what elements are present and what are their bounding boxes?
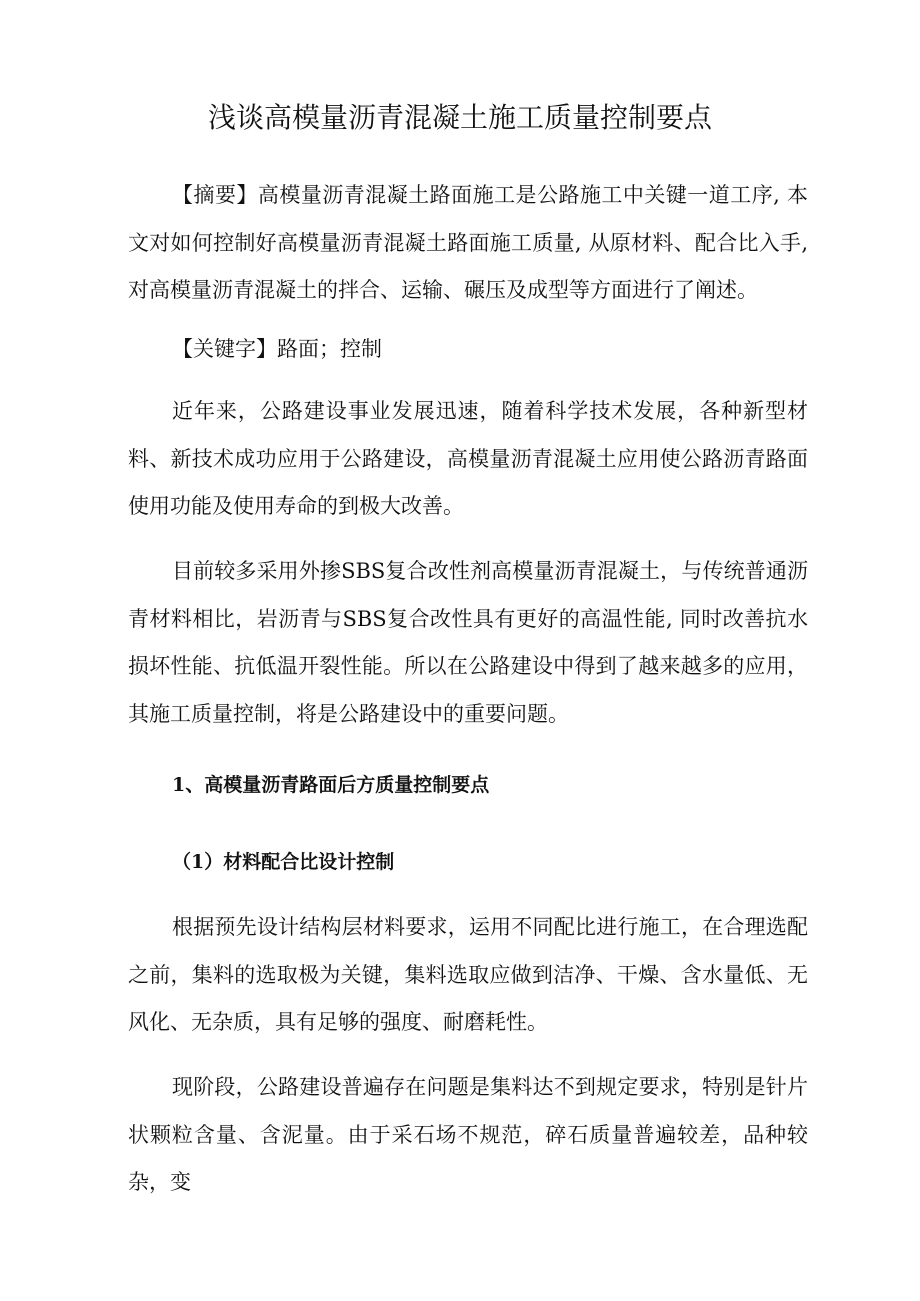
section-heading-1: 1、高模量沥青路面后方质量控制要点	[172, 774, 490, 796]
document-title: 浅谈高模量沥青混凝土施工质量控制要点	[207, 101, 712, 134]
body-paragraph-sbs: 目前较多采用外掺SBS复合改性剂高模量沥青混凝土，与传统普通沥青材料相比，岩沥青与SBS复合改性具有更好的高温性能, 同时改善抗水损坏性能、抗低温开裂性能。所以在公路建设中得到了越来越多的应用，其施工质量控制，将是公路建设中的重要问题。	[128, 559, 808, 726]
body-paragraph-aggregates: 现阶段，公路建设普遍存在问题是集料达不到规定要求，特别是针片状颗粒含量、含泥量。由于采石场不规范，碎石质量普遍较差，品种较杂，变	[128, 1075, 808, 1194]
body-paragraph-materials: 根据预先设计结构层材料要求，运用不同配比进行施工，在合理选配之前，集料的选取极为关键，集料选取应做到洁净、干燥、含水量低、无风化、无杂质，具有足够的强度、耐磨耗性。	[128, 915, 808, 1034]
body-paragraph-intro: 近年来，公路建设事业发展迅速，随着科学技术发展，各种新型材料、新技术成功应用于公路建设，高模量沥青混凝土应用使公路沥青路面使用功能及使用寿命的到极大改善。	[128, 399, 808, 518]
keywords-paragraph	[128, 326, 808, 374]
abstract-text: 高模量沥青混凝土路面施工是公路施工中关键一道工序, 本文对如何控制好高模量沥青混凝土路面施工质量, 从原材料、配合比入手, 对高模量沥青混凝土的拌合、运输、碾压及成型等方面进行了阐述。	[128, 183, 808, 302]
abstract-paragraph	[128, 172, 808, 315]
subsection-heading-1-1: （1）材料配合比设计控制	[172, 851, 395, 873]
keywords-text: 路面；控制	[277, 337, 382, 361]
abstract-label: 【摘要】	[172, 183, 258, 207]
keywords-label: 【关键字】	[172, 337, 277, 361]
